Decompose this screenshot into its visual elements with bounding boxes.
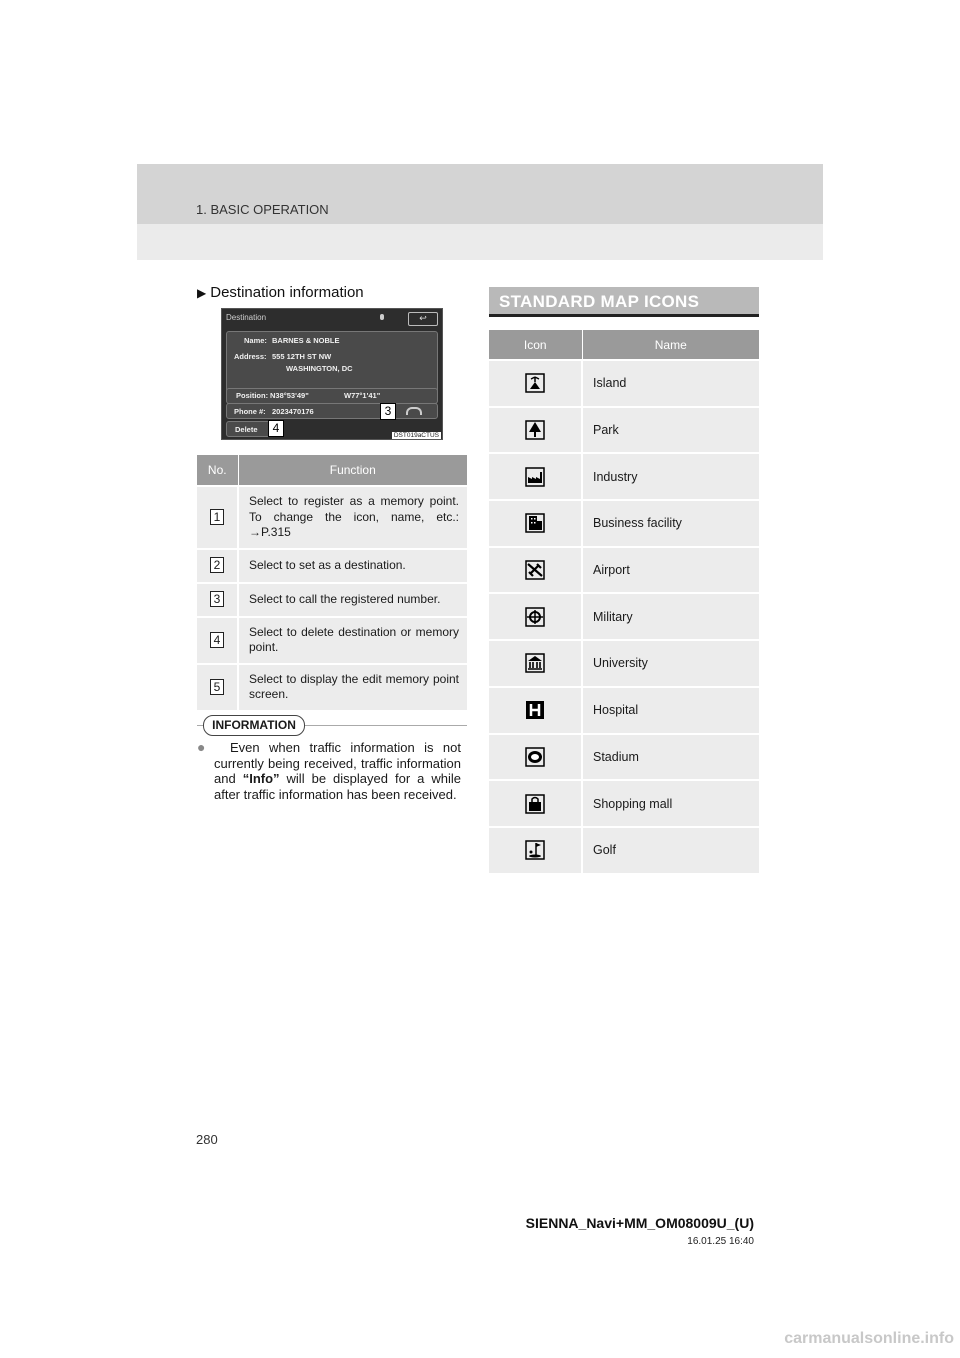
- document-id: SIENNA_Navi+MM_OM08009U_(U): [525, 1215, 754, 1231]
- section-label: 1. BASIC OPERATION: [196, 202, 329, 217]
- table-row: [489, 780, 759, 827]
- info-text-before: Even when traffic information is not currently being received, traffic information and: [214, 740, 461, 786]
- destination-screenshot: [221, 308, 443, 440]
- table-row: [197, 583, 467, 617]
- column-header-no: No.: [197, 455, 238, 486]
- table-row: [489, 640, 759, 687]
- function-text: Select to delete destination or memory point.: [238, 617, 467, 664]
- function-text: Select to set as a destination.: [238, 549, 467, 583]
- table-row: [489, 687, 759, 734]
- back-icon[interactable]: ↩: [408, 312, 438, 326]
- table-row: [489, 407, 759, 454]
- table-row: [197, 664, 467, 710]
- information-text: [197, 740, 461, 802]
- function-table: [197, 455, 467, 710]
- icon-name: Business facility: [582, 500, 759, 547]
- column-header-name: Name: [582, 330, 759, 360]
- icon-name: Shopping mall: [582, 780, 759, 827]
- icon-name: Park: [582, 407, 759, 454]
- header-subband: [137, 224, 823, 260]
- information-badge: INFORMATION: [203, 715, 305, 736]
- name-value: BARNES & NOBLE: [272, 336, 340, 345]
- timestamp: 16.01.25 16:40: [687, 1236, 754, 1247]
- number-box: 4: [210, 632, 224, 648]
- latitude-value: N38°53'49": [270, 391, 309, 400]
- table-row: [489, 734, 759, 781]
- golf-icon: [525, 840, 545, 860]
- icon-name: Golf: [582, 827, 759, 873]
- delete-label: Delete: [235, 425, 258, 434]
- icon-name: University: [582, 640, 759, 687]
- table-row: [489, 827, 759, 873]
- phone-icon: [406, 407, 422, 415]
- phone-value: 2023470176: [272, 407, 314, 416]
- table-row: [197, 617, 467, 664]
- table-row: [489, 547, 759, 594]
- icon-name: Military: [582, 593, 759, 640]
- number-box: 2: [210, 557, 224, 573]
- phone-label: Phone #:: [234, 407, 266, 416]
- number-box: 3: [210, 591, 224, 607]
- table-row: [489, 500, 759, 547]
- stadium-icon: [525, 747, 545, 767]
- table-row: [197, 486, 467, 549]
- university-icon: [525, 653, 545, 673]
- business-facility-icon: [525, 513, 545, 533]
- function-text: Select to register as a memory point. To change the icon, name, etc.: →P.315: [238, 486, 467, 549]
- column-header-icon: Icon: [489, 330, 582, 360]
- hospital-icon: [525, 700, 545, 720]
- icon-name: Hospital: [582, 687, 759, 734]
- number-box: 1: [210, 509, 224, 525]
- position-label: Position:: [236, 391, 269, 400]
- longitude-value: W77°1'41": [344, 391, 381, 400]
- map-icons-table: [489, 330, 759, 873]
- callout-3: 3: [380, 403, 396, 420]
- table-row: [489, 453, 759, 500]
- island-icon: [525, 373, 545, 393]
- address-line2: WASHINGTON, DC: [286, 364, 353, 373]
- address-label: Address:: [234, 352, 267, 361]
- military-icon: [525, 607, 545, 627]
- name-label: Name:: [244, 336, 267, 345]
- airport-icon: [525, 560, 545, 580]
- destination-heading-text: Destination information: [210, 284, 364, 301]
- table-row: [489, 593, 759, 640]
- info-text-bold: “Info”: [242, 771, 280, 786]
- icon-name: Stadium: [582, 734, 759, 781]
- destination-heading: [197, 284, 364, 301]
- callout-4: 4: [268, 420, 284, 437]
- table-row: [489, 360, 759, 407]
- address-line1: 555 12TH ST NW: [272, 352, 332, 361]
- shopping-mall-icon: [525, 794, 545, 814]
- industry-icon: [525, 467, 545, 487]
- function-text: Select to display the edit memory point screen.: [238, 664, 467, 710]
- table-row: [197, 549, 467, 583]
- watermark: carmanualsonline.info: [784, 1330, 954, 1347]
- page-number: 280: [196, 1132, 218, 1147]
- screen-title: Destination: [226, 313, 267, 322]
- icon-name: Industry: [582, 453, 759, 500]
- gps-icon: [380, 314, 384, 320]
- bullet-icon: ●: [197, 739, 212, 755]
- number-box: 5: [210, 679, 224, 695]
- triangle-bullet-icon: ▶: [197, 285, 207, 300]
- function-text: Select to call the registered number.: [238, 583, 467, 617]
- icon-name: Island: [582, 360, 759, 407]
- standard-map-icons-title: STANDARD MAP ICONS: [489, 287, 759, 317]
- icon-name: Airport: [582, 547, 759, 594]
- info-text-after: will be displayed for a while after traffic information has been received.: [214, 771, 461, 802]
- image-code: DST019aCTUS: [393, 432, 439, 439]
- park-icon: [525, 420, 545, 440]
- column-header-function: Function: [238, 455, 467, 486]
